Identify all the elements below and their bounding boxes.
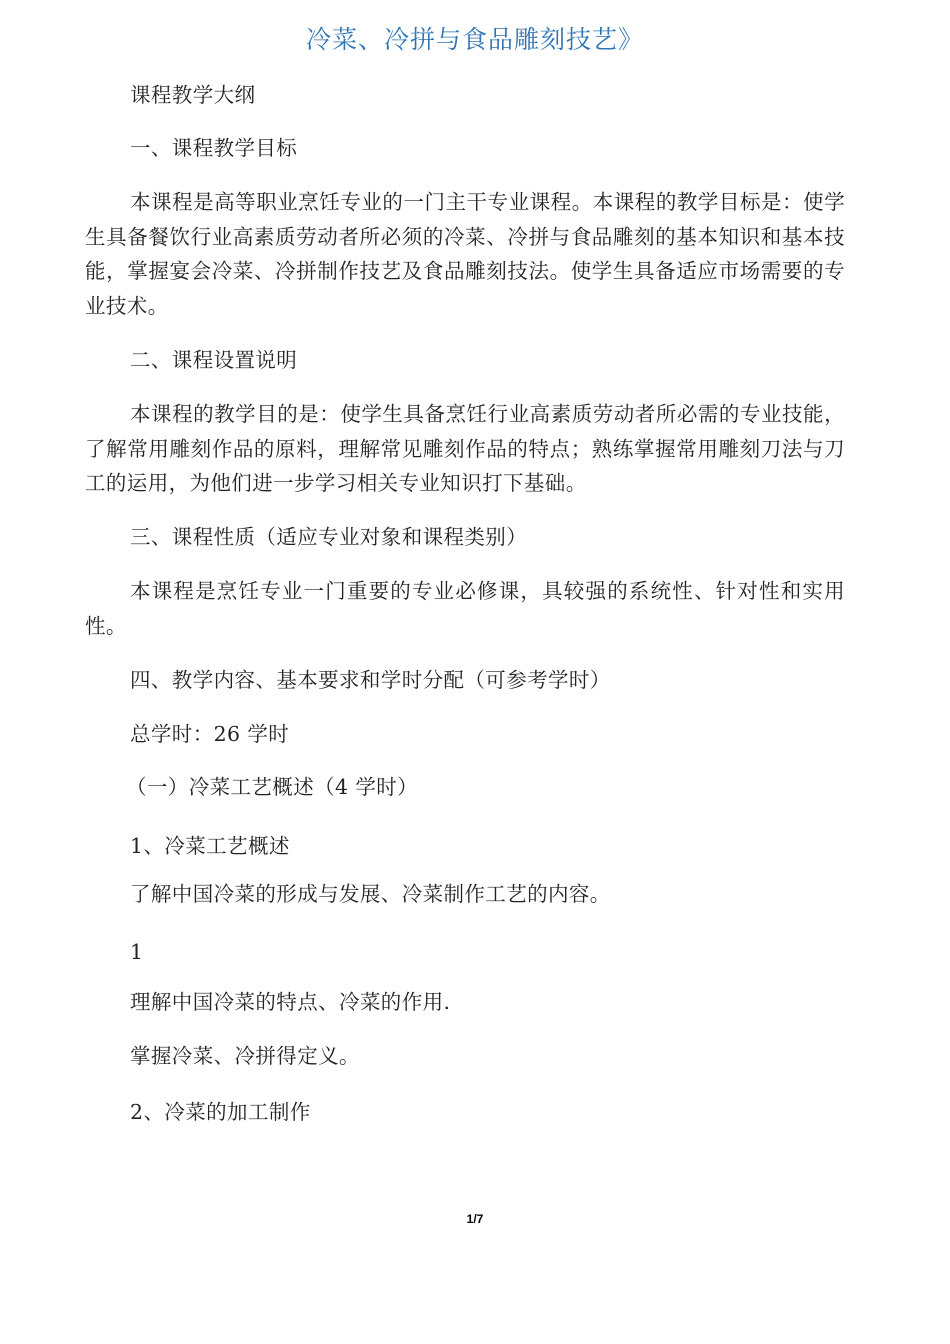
- item1-line3: 掌握冷菜、冷拼得定义。: [130, 1044, 360, 1068]
- section2-heading: 二、课程设置说明: [130, 348, 298, 372]
- item1-line2: 理解中国冷菜的特点、冷菜的作用.: [130, 990, 451, 1014]
- section3-body: 本课程是烹饪专业一门重要的专业必修课，具较强的系统性、针对性和实用性。: [85, 579, 845, 638]
- item1-heading: 1、冷菜工艺概述: [130, 834, 290, 858]
- page-number: 1/7: [466, 1212, 484, 1226]
- total-hours: 总学时：26 学时: [130, 722, 290, 746]
- item2-heading: 2、冷菜的加工制作: [130, 1100, 311, 1124]
- stray-number: 1: [130, 940, 144, 964]
- unit1-heading: （一）冷菜工艺概述（4 学时）: [126, 775, 419, 799]
- section1-heading: 一、课程教学目标: [130, 136, 298, 160]
- section1-body: 本课程是高等职业烹饪专业的一门主干专业课程。本课程的教学目标是：使学生具备餐饮行业高素质劳动者所必须的冷菜、冷拼与食品雕刻的基本知识和基本技能，掌握宴会冷菜、冷拼制作技艺及食品雕刻技法。使学生具备适应市场需要的专业技术。: [85, 190, 845, 318]
- section4-heading: 四、教学内容、基本要求和学时分配（可参考学时）: [130, 668, 611, 692]
- item1-line1: 了解中国冷菜的形成与发展、冷菜制作工艺的内容。: [130, 882, 611, 906]
- document-title: 冷菜、冷拼与食品雕刻技艺》: [305, 25, 644, 54]
- section2-body: 本课程的教学目的是：使学生具备烹饪行业高素质劳动者所必需的专业技能，了解常用雕刻作品的原料，理解常见雕刻作品的特点；熟练掌握常用雕刻刀法与刀工的运用，为他们进一步学习相关专业知识打下基础。: [85, 402, 845, 495]
- outline-subtitle: 课程教学大纲: [130, 83, 256, 107]
- section3-heading: 三、课程性质（适应专业对象和课程类别）: [130, 525, 528, 549]
